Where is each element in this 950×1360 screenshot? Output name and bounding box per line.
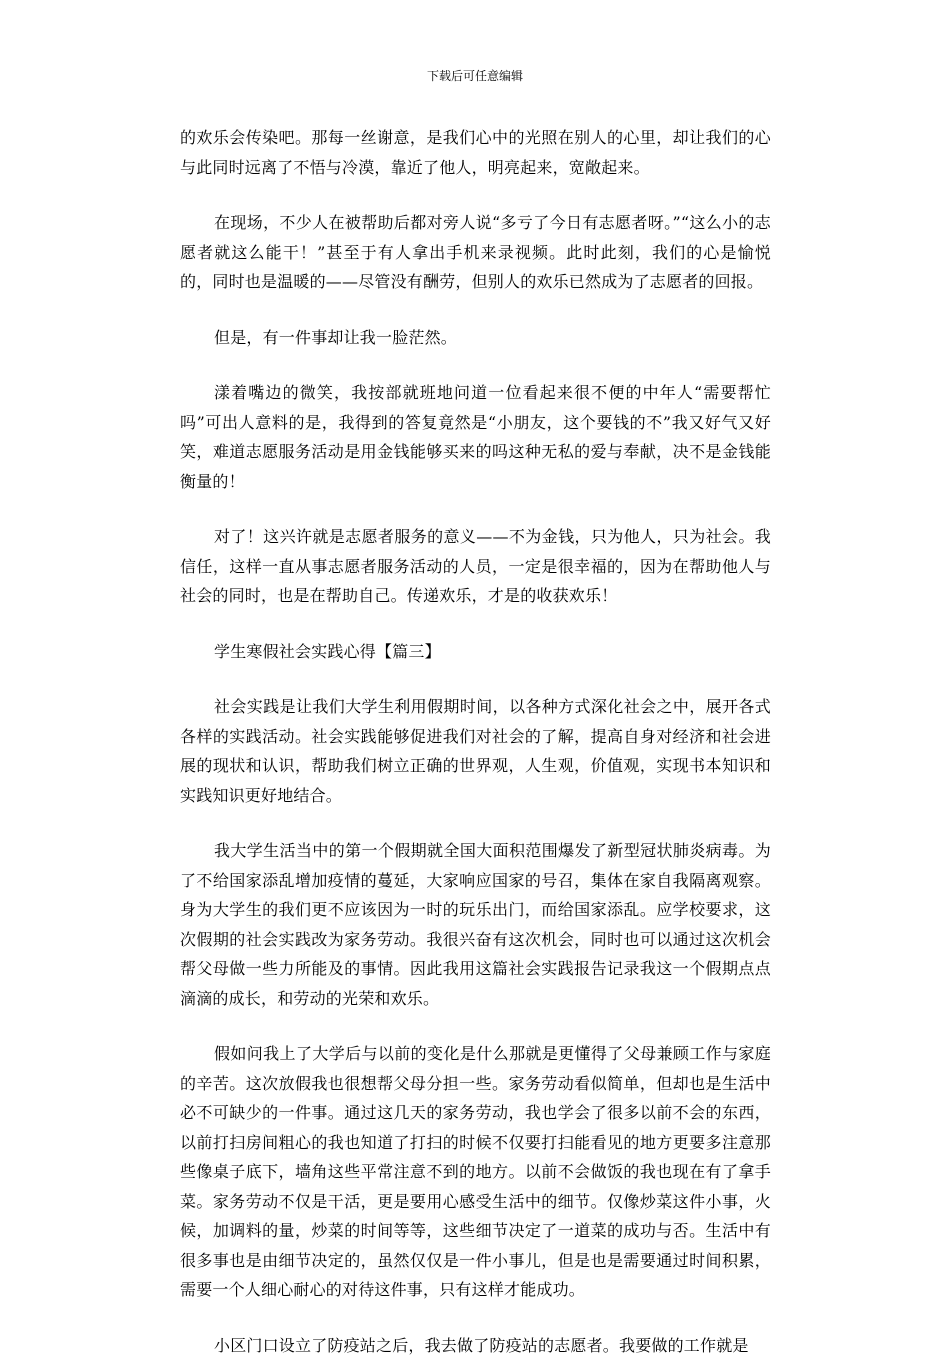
paragraph-8: 假如问我上了大学后与以前的变化是什么那就是更懂得了父母兼顾工作与家庭的辛苦。这次放假我也很想帮父母分担一些。家务劳动看似简单，但却也是生活中必不可缺少的一件事。通过这几天的家务劳动，我也学会了很多以前不会的东西，以前打扫房间粗心的我也知道了打扫的时候不仅要打扫能看见的地方更要多注意那些像桌子底下，墙角这些平常注意不到的地方。以前不会做饭的我也现在有了拿手菜。家务劳动不仅是干活，更是要用心感受生活中的细节。仅像炒菜这件小事，火候，加调料的量，炒菜的时间等等，这些细节决定了一道菜的成功与否。生活中有很多事也是由细节决定的，虽然仅仅是一件小事儿，但是也是需要通过时间积累，需要一个人细心耐心的对待这件事，只有这样才能成功。 — [180, 1039, 771, 1305]
paragraph-3: 但是，有一件事却让我一脸茫然。 — [180, 323, 771, 353]
paragraph-6: 社会实践是让我们大学生利用假期时间，以各种方式深化社会之中，展开各式各样的实践活动。社会实践能够促进我们对社会的了解，提高自身对经济和社会进展的现状和认识，帮助我们树立正确的世界观，人生观，价值观，实现书本知识和实践知识更好地结合。 — [180, 692, 771, 810]
page-header: 下载后可任意编辑 — [0, 68, 950, 84]
paragraph-2: 在现场，不少人在被帮助后都对旁人说“多亏了今日有志愿者呀。”“这么小的志愿者就这么能干！”甚至于有人拿出手机来录视频。此时此刻，我们的心是愉悦的，同时也是温暖的——尽管没有酬劳，但别人的欢乐已然成为了志愿者的回报。 — [180, 208, 771, 297]
paragraph-9: 小区门口设立了防疫站之后，我去做了防疫站的志愿者。我要做的工作就是 — [180, 1331, 771, 1360]
section-heading: 学生寒假社会实践心得【篇三】 — [180, 637, 771, 667]
paragraph-4: 漾着嘴边的微笑，我按部就班地问道一位看起来很不便的中年人“需要帮忙吗”可出人意料的是，我得到的答复竟然是“小朋友，这个要钱的不”我又好气又好笑，难道志愿服务活动是用金钱能够买来的吗这种无私的爱与奉献，决不是金钱能衡量的！ — [180, 378, 771, 496]
document-body — [180, 123, 771, 1360]
paragraph-1: 的欢乐会传染吧。那每一丝谢意，是我们心中的光照在别人的心里，却让我们的心与此同时远离了不悟与冷漠，靠近了他人，明亮起来，宽敞起来。 — [180, 123, 771, 182]
paragraph-7: 我大学生活当中的第一个假期就全国大面积范围爆发了新型冠状肺炎病毒。为了不给国家添乱增加疫情的蔓延，大家响应国家的号召，集体在家自我隔离观察。身为大学生的我们更不应该因为一时的玩乐出门，而给国家添乱。应学校要求，这次假期的社会实践改为家务劳动。我很兴奋有这次机会，同时也可以通过这次机会帮父母做一些力所能及的事情。因此我用这篇社会实践报告记录我这一个假期点点滴滴的成长，和劳动的光荣和欢乐。 — [180, 836, 771, 1013]
paragraph-5: 对了！这兴许就是志愿者服务的意义——不为金钱，只为他人，只为社会。我信任，这样一直从事志愿者服务活动的人员，一定是很幸福的，因为在帮助他人与社会的同时，也是在帮助自己。传递欢乐，才是的收获欢乐！ — [180, 522, 771, 611]
